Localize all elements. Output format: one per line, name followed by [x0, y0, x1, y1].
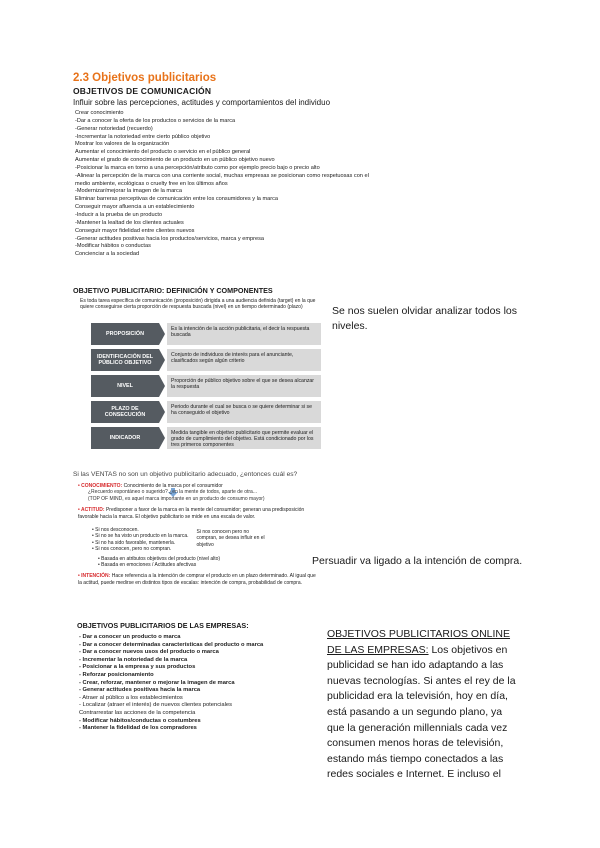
list-item: -Alinear la percepción de la marca con una corriente social, muchas empresas se posicionan como respetuosas con el medio ambiente, ecológicas o cruelty free en los últimos años — [75, 172, 369, 187]
communication-list — [75, 110, 375, 259]
list-item: -Mantener la lealtad de los clientes actuales — [75, 219, 184, 226]
list-item: - Crear, reforzar, mantener o mejorar la imagen de marca — [79, 679, 235, 686]
list-item: - Localizar (atraer el interés) de nuevos clientes potenciales — [79, 702, 233, 709]
arrow-right-icon — [159, 401, 165, 423]
intencion-head: • INTENCIÓN: — [78, 573, 111, 580]
online-heading: OBJETIVOS PUBLICITARIOS ONLINE DE LAS EMPRESAS: — [327, 628, 511, 656]
list-item: -Incrementar la notoriedad entre cierto público objetivo — [75, 133, 211, 140]
actitud-detail — [78, 525, 318, 556]
definition-label: PLAZO DE CONSECUCIÓN — [91, 401, 159, 423]
list-item: - Incrementar la notoriedad de la marca — [79, 656, 188, 663]
definition-row — [91, 323, 321, 345]
list-item: Aumentar el grado de conocimiento de un producto en un público objetivo nuevo — [75, 157, 275, 164]
definition-title: OBJETIVO PUBLICITARIO: DEFINICIÓN Y COMPONENTES — [73, 286, 273, 295]
arrow-right-icon — [159, 323, 165, 345]
note-persuadir: Persuadir va ligado a la intención de compra. — [312, 555, 523, 567]
list-item: -Generar notoriedad (recuerdo) — [75, 125, 153, 132]
online-body: Los objetivos en publicidad se han ido adaptando a las nuevas tecnologías. Si antes el rey de la publicidad era la televisión, hoy en día, está pasando a un segundo plano, ya que la generación millennials cada vez consumen menos horas de televisión, estando más tiempo conectados a las redes sociales e Internet. E incluso el — [327, 643, 516, 781]
definition-row — [91, 375, 321, 397]
definition-text: Conjunto de individuos de interés para el anunciante, clasificados según algún criterio — [167, 349, 321, 371]
list-item: • Si nos desconocen. — [92, 527, 189, 533]
list-item: -Modificar hábitos o conductas — [75, 243, 151, 250]
list-item: -Dar a conocer la oferta de los productos o servicios de la marca — [75, 117, 236, 124]
actitud-side: Si nos conocen pero no compran, se desea influir en el objetivo — [196, 529, 265, 548]
list-item: - Dar a conocer nuevos usos del producto o marca — [79, 649, 219, 656]
list-item: Crear conocimiento — [75, 110, 124, 116]
actitud-head: • ACTITUD: — [78, 507, 105, 514]
definition-text: Proporción de público objetivo sobre el que se desea alcanzar la respuesta — [167, 375, 321, 397]
definition-text: Medida tangible en objetivo publicitario que permite evaluar el grado de cumplimiento del objetivo. Está condicionado por los tres primeros componentes — [167, 427, 321, 449]
communication-heading: OBJETIVOS DE COMUNICACIÓN — [73, 86, 212, 96]
definition-intro: Es toda tarea específica de comunicación (proposición) dirigida a una audiencia definida (target) en la que quiere conseguirse cierta proporción de respuesta buscada (nivel) en un tiempo determinado (plazo) — [80, 298, 316, 311]
definition-table — [91, 323, 321, 453]
list-item: - Mantener la fidelidad de los compradores — [79, 725, 197, 732]
actitud-bullets — [92, 527, 189, 553]
list-item: -Generar actitudes positivas hacia los productos/servicios, marca y empresa — [75, 235, 265, 242]
actitud-notes — [78, 556, 318, 569]
list-item: Contrarrestar las acciones de la competencia — [79, 709, 196, 716]
list-item: - Modificar hábitos/conductas o costumbres — [79, 717, 201, 724]
conocimiento-sub: ¿Recuerdo espontáneo o sugerido? ¿en la mente de todos, aparte de otra... — [88, 489, 257, 496]
list-item: Mostrar los valores de la organización — [75, 141, 170, 148]
online-paragraph — [327, 627, 522, 783]
intencion-text: Hace referencia a la intención de comprar el producto en un plazo determinado. Al igual que la actitud, puede medirse en distintos tipos de escalas: intención de compra, probabilidad de compra. — [78, 573, 316, 586]
actitud-note: • Basada en emociones / Actitudes afectivas — [98, 562, 197, 569]
list-item: - Reforzar posicionamiento — [79, 671, 154, 678]
list-item: Aumentar el conocimiento del producto o servicio en el público general — [75, 149, 251, 156]
list-item: -Posicionar la marca en torno a una percepción/atributo como por ejemplo precio bajo o precio alto — [75, 164, 320, 171]
list-item: Eliminar barreras perceptivas de comunicación entre los consumidores y la marca — [75, 196, 279, 203]
communication-subheading: Influir sobre las percepciones, actitudes y comportamientos del individuo — [73, 98, 331, 107]
list-item: Conseguir mayor afluencia a un establecimiento — [75, 204, 195, 211]
definition-label: PROPOSICIÓN — [91, 323, 159, 345]
list-item: - Dar a conocer un producto o marca — [79, 634, 181, 640]
ventas-question: Si las VENTAS no son un objetivo publicitario adecuado, ¿entonces cuál es? — [73, 471, 298, 478]
ventas-block — [78, 483, 318, 591]
definition-label: IDENTIFICACIÓN DEL PÚBLICO OBJETIVO — [91, 349, 159, 371]
conocimiento-paragraph — [78, 483, 318, 502]
list-item: • Si nos conocen, pero no compran. — [92, 546, 189, 552]
list-item: • Si no ha sido favorable, mantenerla. — [92, 540, 189, 546]
definition-row — [91, 349, 321, 371]
intencion-paragraph — [78, 573, 318, 586]
empresas-list — [79, 634, 319, 733]
definition-text: Es la intención de la acción publicitaria, el decir la respuesta buscada — [167, 323, 321, 345]
definition-text: Periodo durante el cual se busca o se quiere determinar si se ha conseguido el objetivo — [167, 401, 321, 423]
arrow-right-icon — [159, 375, 165, 397]
list-item: -Inducir a la prueba de un producto — [75, 211, 163, 218]
definition-label: INDICADOR — [91, 427, 159, 449]
definition-label: NIVEL — [91, 375, 159, 397]
list-item: - Posicionar a la empresa y sus productos — [79, 664, 196, 671]
list-item: - Atraer al público a los establecimientos — [79, 694, 183, 701]
list-item: - Generar actitudes positivas hacia la marca — [79, 687, 201, 694]
list-item: - Dar a conocer determinadas características del producto o marca — [79, 641, 264, 648]
actitud-note: • Basada en atributos objetivos del producto (nivel alto) — [98, 555, 221, 562]
actitud-text: Predisponer a favor de la marca en la mente del consumidor; generan una predisposición favorable hacia la marca. El objetivo publicitario se mide en una escala de valor. — [78, 507, 305, 520]
definition-row — [91, 427, 321, 449]
arrow-right-icon — [159, 427, 165, 449]
actitud-paragraph — [78, 507, 318, 520]
note-levels: Se nos suelen olvidar analizar todos los niveles. — [332, 305, 518, 332]
list-item: Conseguir mayor fidelidad entre clientes nuevos — [75, 227, 195, 234]
conocimiento-text: Conocimiento de la marca por el consumidor — [123, 483, 223, 489]
empresas-title: OBJETIVOS PUBLICITARIOS DE LAS EMPRESAS: — [77, 621, 249, 630]
section-title: 2.3 Objetivos publicitarios — [73, 72, 217, 84]
list-item: • Si no se ha visto un producto en la marca. — [92, 533, 189, 539]
definition-row — [91, 401, 321, 423]
list-item: -Modernizar/mejorar la imagen de la marca — [75, 188, 182, 195]
list-item: Concienciar a la sociedad — [75, 251, 140, 258]
conocimiento-sub: (TOP OF MIND, es aquel marca importante en un producto de consumo mayor) — [88, 495, 265, 502]
conocimiento-head: • CONOCIMIENTO: — [78, 483, 123, 489]
arrow-right-icon — [159, 349, 165, 371]
